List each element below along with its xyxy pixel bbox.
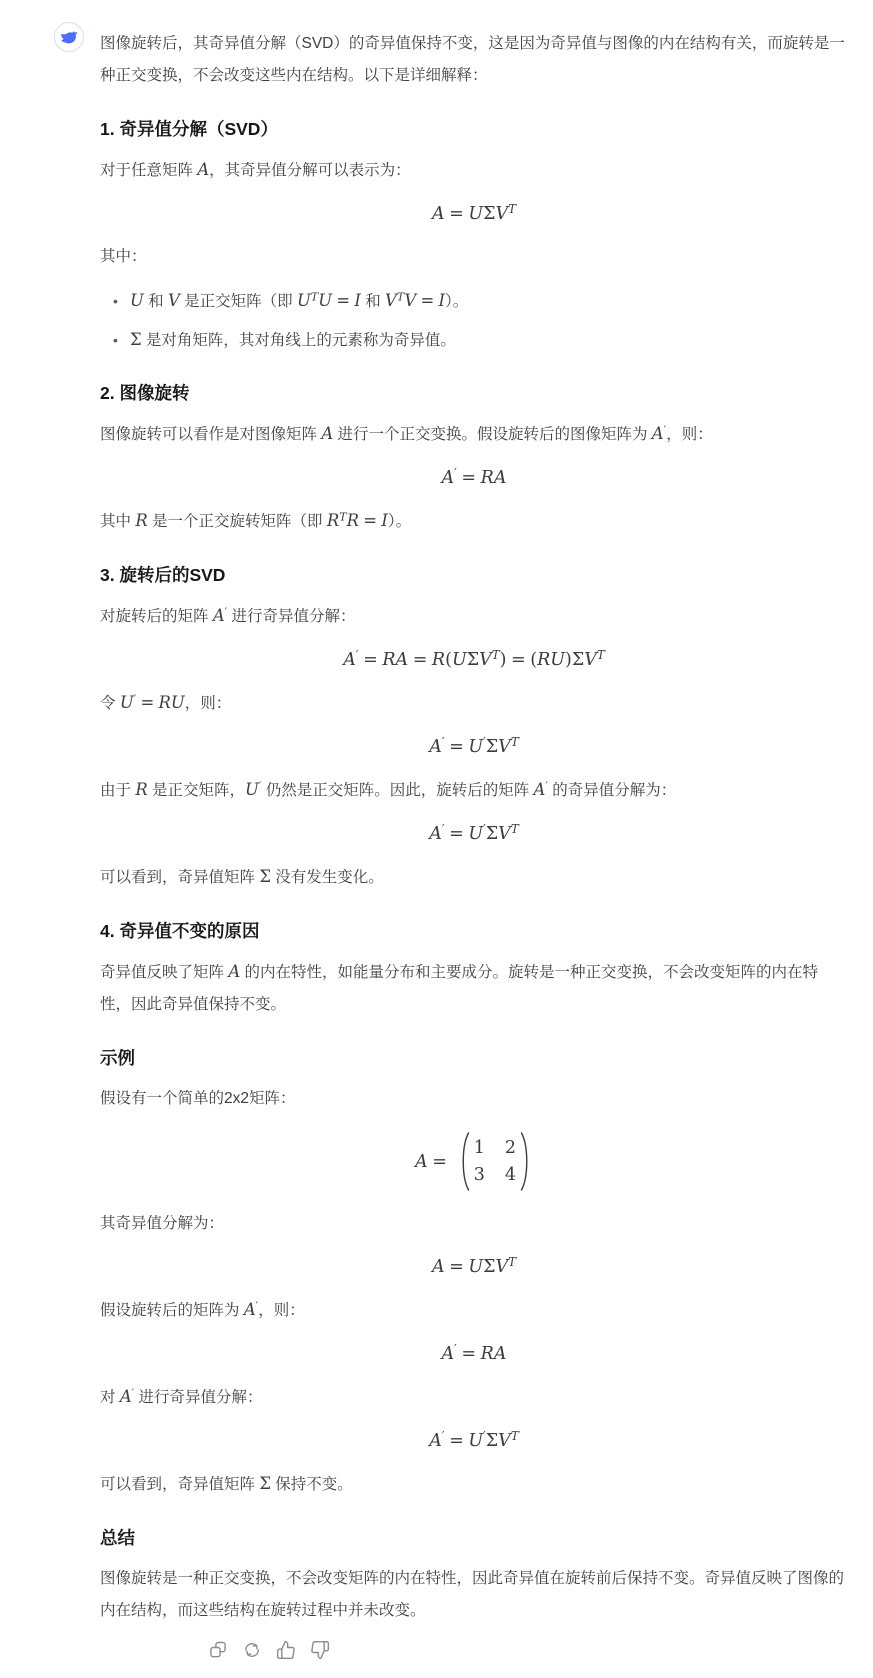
paragraph: 其中 R 是一个正交旋转矩阵（即 $R^TR = I$）。 [100, 510, 412, 530]
inline-math: $R^TR = I$ [326, 510, 388, 530]
inline-math: $V^TV = I$ [385, 290, 445, 310]
paragraph: 奇异值反映了矩阵 A 的内在特性，如能量分布和主要成分。旋转是一种正交变换，不会改变矩阵的内在特性，因此奇异值保持不变。 [100, 962, 818, 1013]
inline-math: A [321, 424, 334, 443]
paragraph: 由于 R 是正交矩阵，U′ 仍然是正交矩阵。因此，旋转后的矩阵 A′ 的奇异值分解为： [100, 779, 677, 799]
inline-math: A [197, 160, 210, 179]
section-heading: 1. 奇异值分解（SVD） [100, 119, 278, 139]
inline-math: U [130, 291, 144, 310]
paragraph: 假设有一个简单的2x2矩阵： [100, 1090, 296, 1107]
paragraph: 其奇异值分解为： [100, 1215, 225, 1232]
inline-math: V [167, 291, 180, 310]
inline-math: A′ [212, 605, 228, 625]
inline-math: Σ [259, 1474, 271, 1493]
paragraph: 对于任意矩阵 A，其奇异值分解可以表示为： [100, 160, 411, 179]
inline-math: A′ [533, 779, 548, 799]
inline-math: A [228, 962, 241, 981]
paragraph: 图像旋转可以看作是对图像矩阵 A 进行一个正交变换。假设旋转后的图像矩阵为 A′，则： [100, 423, 713, 443]
section-heading: 3. 旋转后的SVD [100, 565, 226, 585]
message-content [100, 28, 848, 1627]
regenerate-icon [242, 1640, 262, 1660]
math-formula-block: $A' = U'\Sigma V^T$ [429, 1429, 519, 1451]
assistant-avatar [54, 22, 84, 52]
math-formula-block: $A' = U'\Sigma V^T$ [429, 735, 519, 757]
math-formula-block: A′ = RA [441, 466, 507, 488]
list-item: • Σ 是对角矩阵，其对角线上的元素称为奇异值。 [113, 325, 848, 356]
paragraph: 对旋转后的矩阵 A′ 进行奇异值分解： [100, 605, 356, 625]
paragraph: 对 A′ 进行奇异值分解： [100, 1386, 263, 1406]
section-heading: 总结 [100, 1528, 135, 1548]
math-formula-block: A′ = RA = $R(U\Sigma V^T) = (RU)\Sigma V^T$ [343, 648, 605, 670]
matrix-formula-block: A = 1 2 3 4 [100, 1130, 848, 1193]
regenerate-button[interactable] [242, 1640, 262, 1660]
math-formula-block: $A' = U'\Sigma V^T$ [429, 822, 519, 844]
matrix-cell: 2 [504, 1137, 516, 1158]
inline-math: A′ [243, 1299, 259, 1319]
list-item: • U 和 V 是正交矩阵（即 $U^TU = I$ 和 $V^TV = I$）。 [113, 286, 848, 317]
inline-math: U′ [245, 779, 262, 799]
paragraph: 可以看到，奇异值矩阵 Σ 保持不变。 [100, 1474, 353, 1493]
matrix-cell: 3 [473, 1164, 485, 1185]
inline-math: $U^TU = I$ [296, 290, 361, 310]
math-formula-block: $A = U\Sigma V^T$ [431, 202, 517, 224]
matrix-cell: 4 [504, 1164, 516, 1185]
inline-math: R [135, 780, 148, 799]
matrix-cells [471, 1135, 519, 1189]
deepseek-whale-icon [59, 27, 79, 47]
copy-button[interactable] [208, 1640, 228, 1660]
paragraph: 图像旋转是一种正交变换，不会改变矩阵的内在特性，因此奇异值在旋转前后保持不变。奇异值反映了图像的内在结构，而这些结构在旋转过程中并未改变。 [100, 1570, 845, 1619]
section-heading: 2. 图像旋转 [100, 383, 190, 403]
inline-math: Σ [259, 867, 271, 886]
thumbs-up-button[interactable] [276, 1640, 296, 1660]
message-action-bar [208, 1640, 848, 1660]
matrix-paren [457, 1130, 471, 1193]
matrix-paren [519, 1130, 533, 1193]
inline-math: R [135, 511, 148, 530]
inline-math: A′ [119, 1386, 135, 1406]
thumbs-down-button[interactable] [310, 1640, 330, 1660]
matrix-cell: 1 [473, 1137, 485, 1158]
section-heading: 4. 奇异值不变的原因 [100, 921, 260, 941]
thumbs-down-icon [310, 1640, 330, 1660]
section-heading: 示例 [100, 1048, 135, 1068]
paragraph: 可以看到，奇异值矩阵 Σ 没有发生变化。 [100, 867, 384, 886]
inline-math: Σ [130, 330, 142, 349]
paragraph: 令 U′ = RU，则： [100, 692, 232, 712]
copy-icon [208, 1640, 228, 1660]
inline-math: U′ = RU [119, 692, 185, 712]
inline-math: A′ [651, 423, 667, 443]
paragraph: 图像旋转后，其奇异值分解（SVD）的奇异值保持不变，这是因为奇异值与图像的内在结构有关，而旋转是一种正交变换，不会改变这些内在结构。以下是详细解释： [100, 35, 845, 84]
paragraph: 假设旋转后的矩阵为 A′，则： [100, 1299, 305, 1319]
math-formula-block: $A = U\Sigma V^T$ [431, 1255, 517, 1277]
bullet-list [100, 286, 848, 356]
math-formula-block: A′ = RA [441, 1342, 507, 1364]
thumbs-up-icon [276, 1640, 296, 1660]
paragraph: 其中： [100, 248, 147, 265]
